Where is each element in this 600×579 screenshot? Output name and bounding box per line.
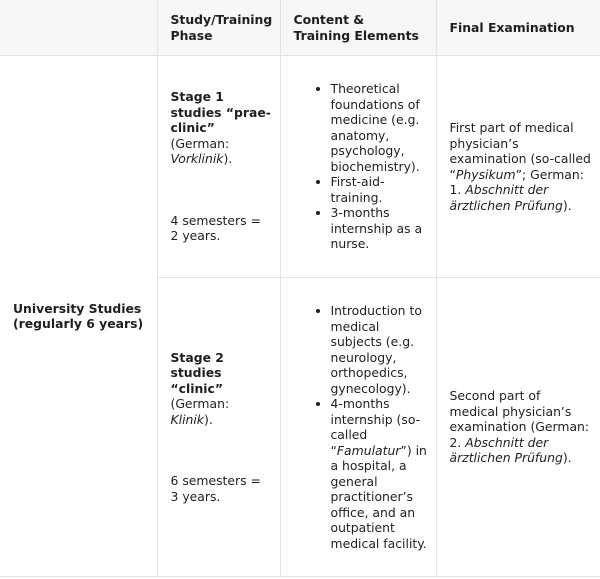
content-list [299,81,428,252]
list-item: • Theoretical foundations of medicine (e.g. anatomy, psychology, biochemistry). [331,81,428,174]
exam-cell-stage1: First part of medical physician’s examination (so-called “Physikum”; German: 1. Abschnitt der ärztlichen Prüfung). [436,56,600,278]
german-note: (German: Klinik). [170,396,230,427]
header-exam: Final Examination [436,0,600,56]
content-cell-stage1 [280,56,436,278]
university-label: University Studies [13,300,142,316]
content-cell-stage2 [280,278,436,577]
header-phase: Study/Training Phase [157,0,280,56]
stage-duration: 6 semesters = 3 years. [170,473,261,504]
university-studies-cell [0,56,157,577]
phase-cell-stage2 [157,278,280,577]
german-note: (German: Vorklinik). [170,135,233,167]
phase-cell-stage1 [157,56,280,278]
stage-duration: 4 semesters = 2 years. [170,212,261,244]
list-item: • 3-months internship as a nurse. [331,205,428,252]
list-item: • 4-months internship (so-called “Famulatur”) in a hospital, a general practitioner’s office, and an outpatient medical facility. [331,396,428,551]
list-item: • Introduction to medical subjects (e.g. neurology, orthopedics, gynecology). [331,303,428,396]
table-row [0,56,600,278]
header-empty [0,0,157,56]
university-duration: (regularly 6 years) [13,316,144,331]
exam-cell-stage2: Second part of medical physician’s examination (German: 2. Abschnitt der ärztlichen Prüfung). [436,278,600,577]
content-list [299,303,428,551]
stage-title: Stage 2 studies “clinic” [170,349,224,396]
list-item: • First-aid-training. [331,174,428,205]
stage-title: Stage 1 studies “prae-clinic” [170,89,271,136]
header-content: Content & Training Elements [280,0,436,56]
table-header-row [0,0,600,56]
